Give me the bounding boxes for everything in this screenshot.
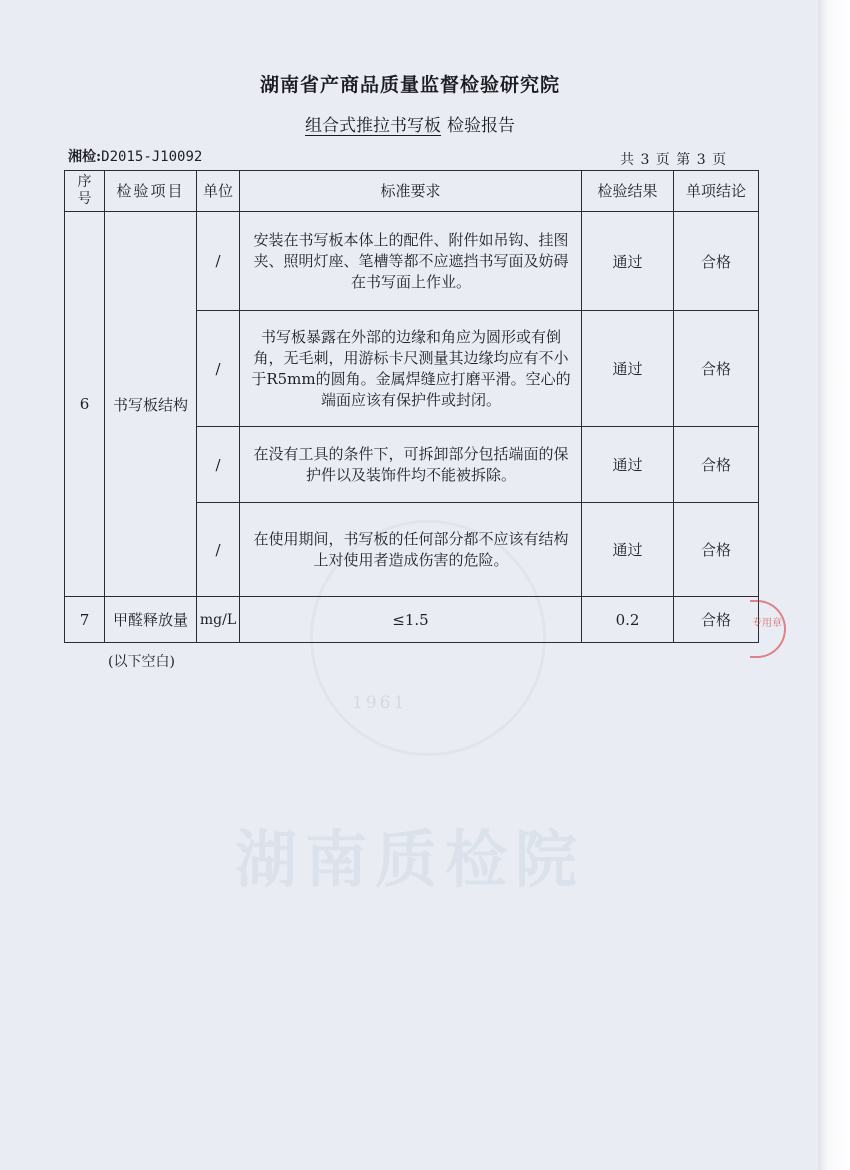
row-requirement: ≤1.5 (240, 597, 582, 643)
row-unit: / (197, 212, 240, 311)
report-number-label: 湘检: (68, 149, 102, 165)
row-result: 通过 (582, 503, 674, 597)
row-item: 书写板结构 (105, 212, 197, 597)
paper-edge (818, 0, 850, 1170)
row-conclusion: 合格 (674, 212, 759, 311)
table-row (65, 212, 759, 311)
official-stamp: 专用章 (750, 600, 786, 658)
row-conclusion: 合格 (674, 427, 759, 503)
report-subtitle (0, 111, 820, 136)
table-row (65, 597, 759, 643)
col-header-result: 检验结果 (582, 171, 674, 212)
row-requirement: 在没有工具的条件下，可拆卸部分包括端面的保护件以及装饰件均不能被拆除。 (240, 427, 582, 503)
row-unit: / (197, 311, 240, 427)
row-requirement: 安装在书写板本体上的配件、附件如吊钩、挂图夹、照明灯座、笔槽等都不应遮挡书写面及妨碍在书写面上作业。 (240, 212, 582, 311)
row-result: 通过 (582, 311, 674, 427)
page-info: 共 3 页 第 3 页 (620, 152, 728, 168)
row-conclusion: 合格 (674, 311, 759, 427)
row-no: 7 (65, 597, 105, 643)
product-name: 组合式推拉书写板 (305, 116, 441, 136)
col-header-unit: 单位 (197, 171, 240, 212)
row-conclusion: 合格 (674, 503, 759, 597)
blank-below-note: (以下空白) (108, 654, 175, 670)
row-unit: / (197, 427, 240, 503)
watermark-year: 1961 (352, 693, 408, 713)
row-conclusion: 合格 (674, 597, 759, 643)
row-requirement: 在使用期间，书写板的任何部分都不应该有结构上对使用者造成伤害的危险。 (240, 503, 582, 597)
row-result: 通过 (582, 212, 674, 311)
row-unit: mg/L (197, 597, 240, 643)
institute-title: 湖南省产商品质量监督检验研究院 (259, 74, 560, 96)
row-result: 0.2 (582, 597, 674, 643)
row-result: 通过 (582, 427, 674, 503)
col-header-item: 检验项目 (105, 171, 197, 212)
col-header-conclusion: 单项结论 (674, 171, 759, 212)
col-header-requirement: 标准要求 (240, 171, 582, 212)
row-item: 甲醛释放量 (105, 597, 197, 643)
col-header-no: 序号 (65, 171, 105, 212)
report-number-value: D2015-J10092 (101, 149, 203, 165)
watermark-text: 湖南质检院 (234, 823, 585, 896)
report-number (68, 146, 202, 166)
inspection-results-table (64, 170, 759, 643)
report-type: 检验报告 (447, 116, 515, 136)
row-no: 6 (65, 212, 105, 597)
row-unit: / (197, 503, 240, 597)
table-header-row (65, 171, 759, 212)
row-requirement: 书写板暴露在外部的边缘和角应为圆形或有倒角，无毛刺，用游标卡尺测量其边缘均应有不小于R5mm的圆角。金属焊缝应打磨平滑。空心的端面应该有保护件或封闭。 (240, 311, 582, 427)
